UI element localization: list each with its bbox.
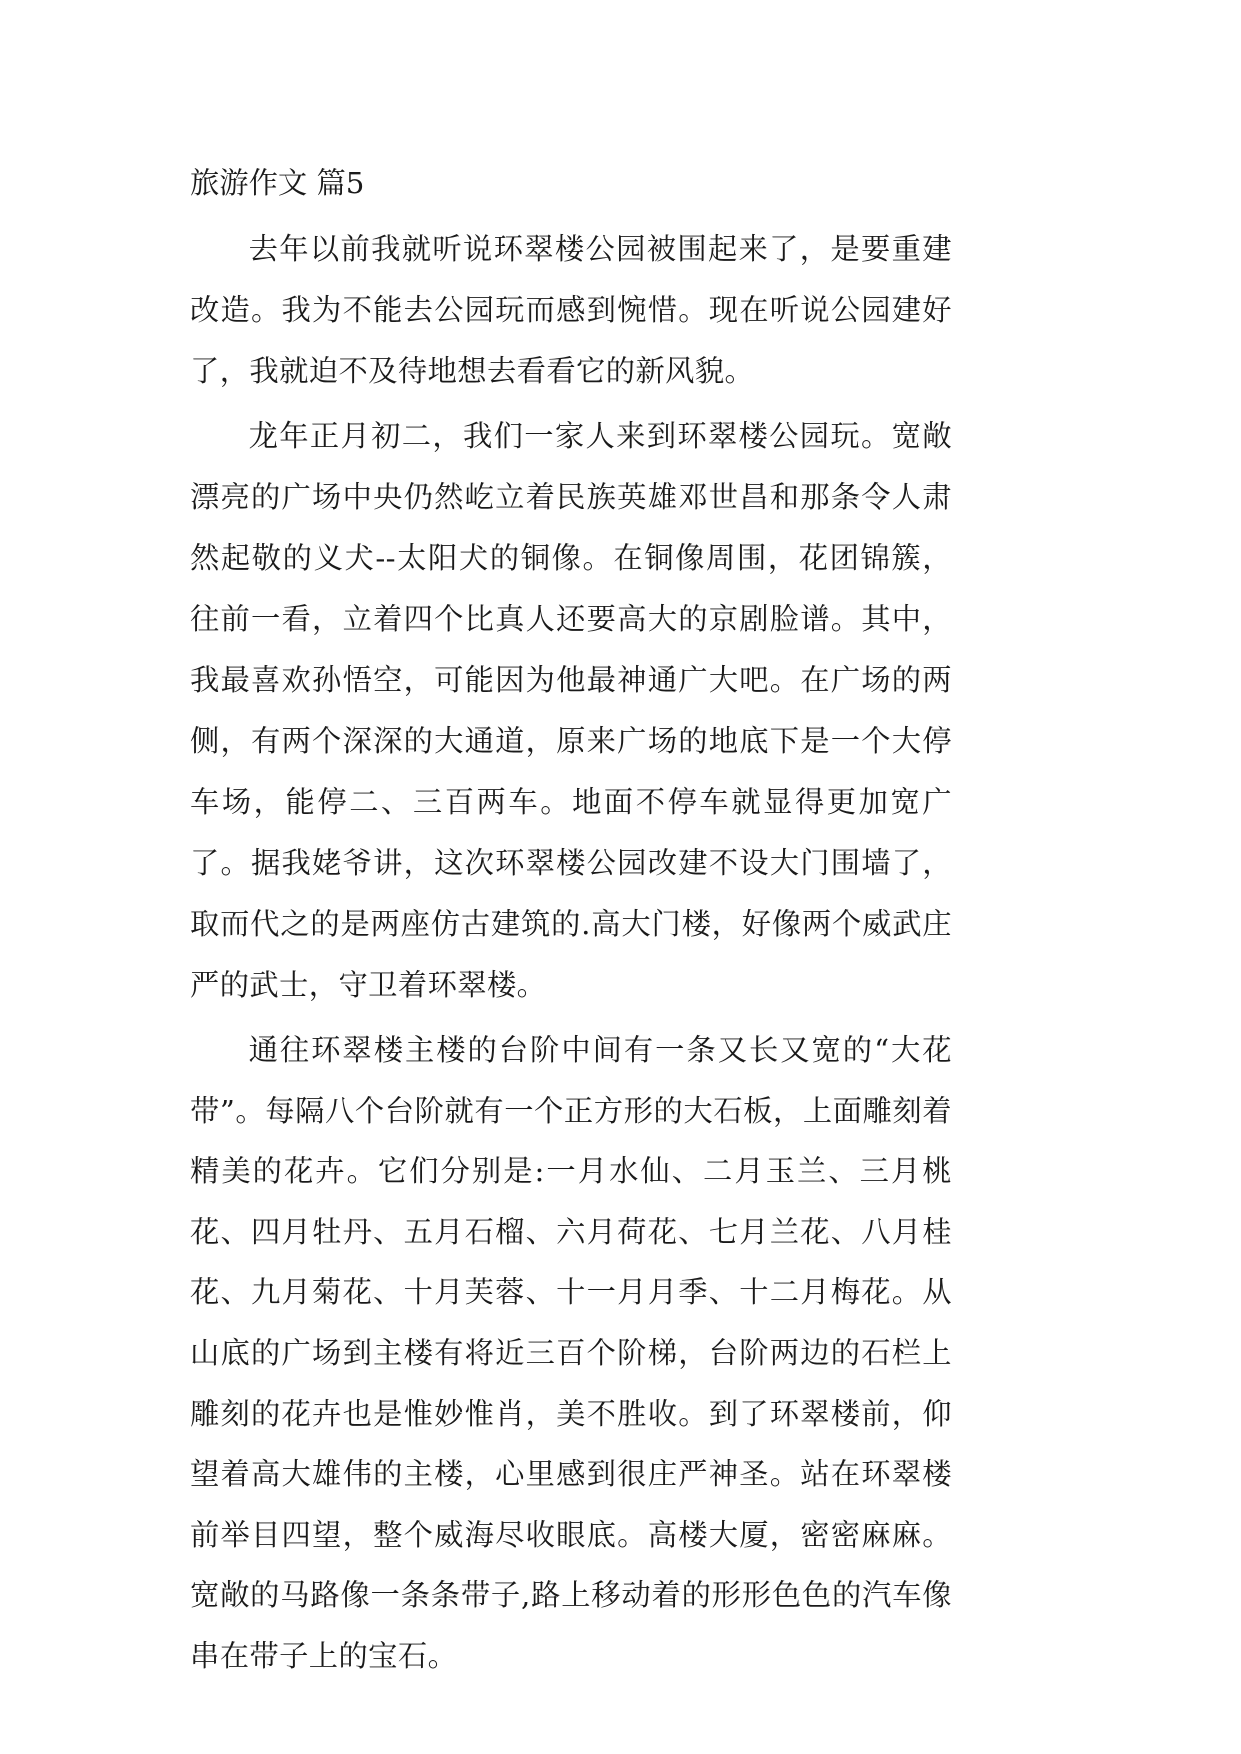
paragraph: 龙年正月初二，我们一家人来到环翠楼公园玩。宽敞漂亮的广场中央仍然屹立着民族英雄邓世昌和那条令人肃然起敬的义犬--太阳犬的铜像。在铜像周围，花团锦簇，往前一看，立着四个比真人还要高大的京剧脸谱。其中，我最喜欢孙悟空，可能因为他最神通广大吧。在广场的两侧，有两个深深的大通道，原来广场的地底下是一个大停车场，能停二、三百两车。地面不停车就显得更加宽广了。据我姥爷讲，这次环翠楼公园改建不设大门围墙了，取而代之的是两座仿古建筑的.高大门楼，好像两个威武庄严的武士，守卫着环翠楼。 — [190, 419, 952, 1002]
paragraph: 通往环翠楼主楼的台阶中间有一条又长又宽的“大花带”。每隔八个台阶就有一个正方形的大石板，上面雕刻着精美的花卉。它们分别是:一月水仙、二月玉兰、三月桃花、四月牡丹、五月石榴、六月荷花、七月兰花、八月桂花、九月菊花、十月芙蓉、十一月月季、十二月梅花。从山底的广场到主楼有将近三百个阶梯，台阶两边的石栏上雕刻的花卉也是惟妙惟肖，美不胜收。到了环翠楼前，仰望着高大雄伟的主楼，心里感到很庄严神圣。站在环翠楼前举目四望，整个威海尽收眼底。高楼大厦，密密麻麻。宽敞的马路像一条条带子,路上移动着的形形色色的汽车像串在带子上的宝石。 — [190, 1033, 952, 1673]
document-body — [190, 163, 952, 1687]
paragraph: 去年以前我就听说环翠楼公园被围起来了，是要重建改造。我为不能去公园玩而感到惋惜。现在听说公园建好了，我就迫不及待地想去看看它的新风貌。 — [190, 232, 952, 388]
document-title: 旅游作文 篇5 — [190, 166, 365, 200]
